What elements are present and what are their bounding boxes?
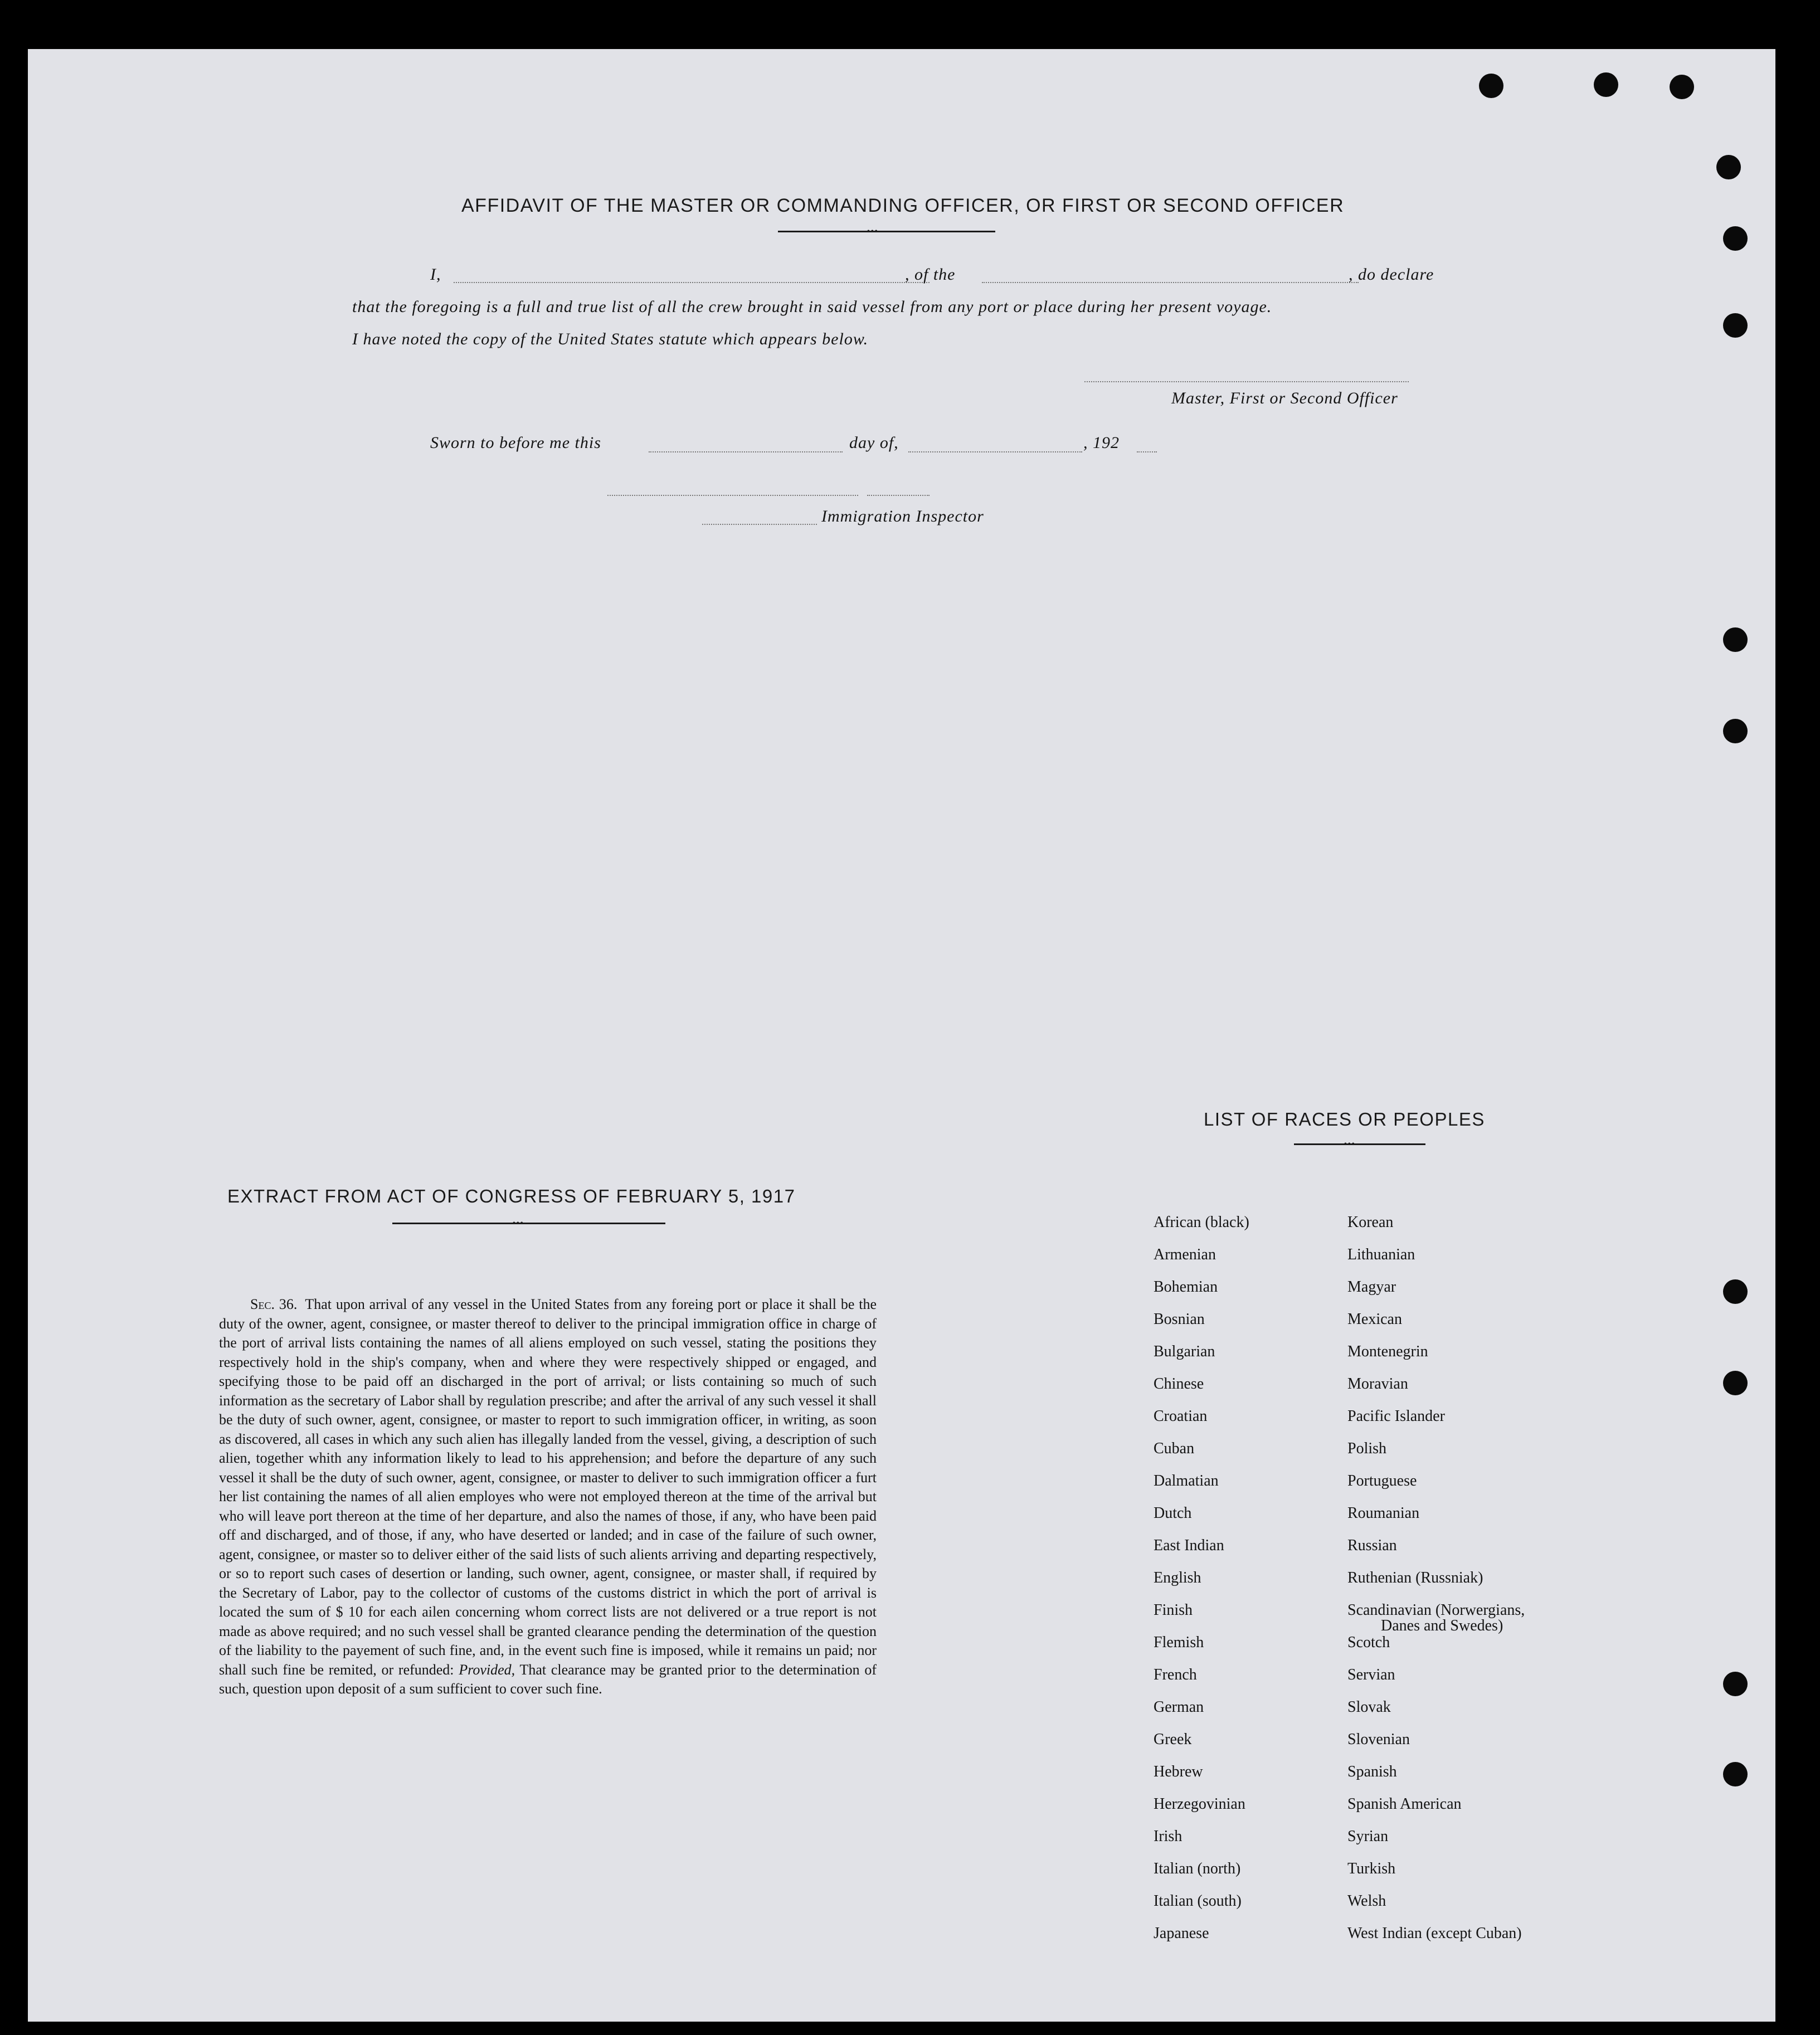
- race-name: Syrian: [1347, 1828, 1389, 1845]
- sworn-label: Sworn to before me this: [430, 434, 601, 452]
- binder-hole: [1479, 74, 1503, 98]
- race-item: [1347, 1246, 1525, 1278]
- race-item: [1347, 1278, 1525, 1311]
- race-item: [1154, 1569, 1249, 1601]
- race-item: [1154, 1537, 1249, 1569]
- races-column-1: [1154, 1214, 1249, 1957]
- race-name: Roumanian: [1347, 1505, 1420, 1522]
- race-name: Polish: [1347, 1440, 1387, 1457]
- race-name: Herzegovinian: [1154, 1795, 1245, 1813]
- race-item: [1347, 1860, 1525, 1892]
- race-name: Flemish: [1154, 1634, 1204, 1651]
- affidavit-statute-line: I have noted the copy of the United States statute which appears below.: [352, 330, 869, 348]
- race-name: Slovak: [1347, 1698, 1391, 1716]
- binder-hole: [1723, 719, 1748, 743]
- race-item: [1154, 1892, 1249, 1925]
- race-item: [1347, 1214, 1525, 1246]
- race-item: [1347, 1537, 1525, 1569]
- race-name: Mexican: [1347, 1311, 1402, 1328]
- race-item: [1154, 1408, 1249, 1440]
- race-item: [1154, 1311, 1249, 1343]
- binder-hole: [1670, 75, 1694, 99]
- race-item: [1154, 1246, 1249, 1278]
- race-item: [1154, 1795, 1249, 1828]
- race-item: [1347, 1569, 1525, 1601]
- race-name: Spanish: [1347, 1763, 1397, 1780]
- inspector-label: Immigration Inspector: [821, 507, 984, 525]
- race-item: [1347, 1472, 1525, 1505]
- affidavit-i-label: I,: [430, 265, 441, 284]
- race-name: African (black): [1154, 1214, 1249, 1231]
- race-item: [1154, 1860, 1249, 1892]
- race-name: German: [1154, 1698, 1204, 1716]
- statute-text: [219, 1295, 877, 1699]
- sworn-year-field[interactable]: [1137, 451, 1157, 452]
- race-name: Hebrew: [1154, 1763, 1203, 1780]
- race-item: [1154, 1601, 1249, 1634]
- race-name: Italian (north): [1154, 1860, 1241, 1877]
- day-of-label: day of,: [849, 434, 899, 452]
- race-name: Chinese: [1154, 1375, 1204, 1393]
- race-name: Russian: [1347, 1537, 1397, 1554]
- form-page: [28, 49, 1775, 2022]
- race-item: [1347, 1698, 1525, 1731]
- races-heading: LIST OF RACES OR PEOPLES: [1204, 1109, 1485, 1130]
- race-item: [1347, 1440, 1525, 1472]
- race-name: Portuguese: [1347, 1472, 1417, 1489]
- year-prefix-label: , 192: [1083, 434, 1120, 452]
- binder-hole: [1723, 1279, 1748, 1304]
- race-item: [1347, 1892, 1525, 1925]
- races-heading-ornament: •••: [1344, 1140, 1356, 1148]
- race-name: Turkish: [1347, 1860, 1396, 1877]
- race-item: [1347, 1828, 1525, 1860]
- race-item: [1347, 1375, 1525, 1408]
- race-name: Armenian: [1154, 1246, 1216, 1263]
- binder-hole: [1723, 1672, 1748, 1696]
- inspector-line-a[interactable]: [607, 495, 858, 496]
- binder-hole: [1594, 72, 1618, 97]
- binder-hole: [1723, 1762, 1748, 1786]
- master-signature-label: Master, First or Second Officer: [1171, 389, 1398, 407]
- race-item: [1347, 1408, 1525, 1440]
- race-name: Dutch: [1154, 1505, 1192, 1522]
- race-name: Italian (south): [1154, 1892, 1242, 1910]
- race-item: [1154, 1375, 1249, 1408]
- race-name: Korean: [1347, 1214, 1394, 1231]
- race-item: [1347, 1311, 1525, 1343]
- race-item: [1154, 1698, 1249, 1731]
- race-name: Spanish American: [1347, 1795, 1462, 1813]
- race-item: [1347, 1343, 1525, 1375]
- race-name: English: [1154, 1569, 1201, 1586]
- race-name: Ruthenian (Russniak): [1347, 1569, 1483, 1586]
- affidavit-statement-line: that the foregoing is a full and true list of all the crew brought in said vessel from any port or place during her present voyage.: [352, 298, 1272, 316]
- race-name: Croatian: [1154, 1408, 1208, 1425]
- race-item: [1154, 1666, 1249, 1698]
- master-signature-field[interactable]: [1084, 381, 1409, 382]
- race-item: [1347, 1795, 1525, 1828]
- race-item: [1347, 1601, 1525, 1634]
- heading-rule: [778, 231, 995, 232]
- race-name: Scandinavian (Norwergians,: [1347, 1601, 1525, 1619]
- race-name: Irish: [1154, 1828, 1182, 1845]
- binder-hole: [1723, 1371, 1748, 1395]
- race-name: Lithuanian: [1347, 1246, 1415, 1263]
- race-item: [1347, 1666, 1525, 1698]
- race-item: [1154, 1925, 1249, 1957]
- sworn-month-field[interactable]: [908, 451, 1082, 452]
- affidavit-of-the: , of the: [905, 265, 956, 284]
- section-body: That upon arrival of any vessel in the United States from any foreing port or place it shall be the duty of the owner, agent, consignee, or master thereof to deliver to the principal immigration office in charge of the port of arrival lists containing the names of all aliens employed on such vessel, stating the positions they respectively hold in the ship's company, when and where they were respectively shipped or engaged, and specifying those to be paid off an discharged in the port of arrival; or lists containing so much of such information as the secretary of Labor shall by regulation prescribe; and after the arrival of any such vessel it shall be the duty of such owner, agent, consignee, or master to report to such immigration officer, in writing, as soon as discovered, all cases in which any such alien has illegally landed from the vessel, giving, a description of such alien, together whith any information likely to lead to his apprehension; and before the departure of any such vessel it shall be the duty of such owner, agent, consignee, or master to deliver to such immigration officer a furt her list containing the names of all alien employes who were not employed thereon at the time of the arrival but who will leave port thereon at the time of her departure, and also the names of those, if any, who have been paid off and discharged, and of those, if any, who have deserted or landed; and in case of the failure of such owner, agent, consignee, or master so to deliver either of the said lists of such alients arriving and departing respectively, or so to report such cases of desertion or landing, such owner, agent, consignee, or master shall, if required by the Secretary of Labor, pay to the collector of customs of the customs district in which the port of arrival is located the sum of $ 10 for each ailen concerning whom correct lists are not delivered or a true report is not made as above required; and no such vessel shall be granted clearance pending the determination of the question of the liability to the payement of such fine, and, in the event such fine is imposed, while it remains un paid; nor shall such fine be remited, or refunded:: [219, 1296, 877, 1678]
- section-tail: That clearance may be granted prior to the determination of such, question upon deposit of a sum sufficient to cover such fine.: [219, 1661, 877, 1697]
- race-name: French: [1154, 1666, 1197, 1683]
- binder-hole: [1723, 226, 1748, 251]
- race-name: Finish: [1154, 1601, 1193, 1619]
- race-item: [1154, 1278, 1249, 1311]
- race-item: [1154, 1731, 1249, 1763]
- races-heading-rule: [1294, 1143, 1425, 1145]
- race-name: Scotch: [1347, 1634, 1390, 1651]
- binder-hole: [1723, 313, 1748, 338]
- race-item: [1154, 1440, 1249, 1472]
- inspector-line-b[interactable]: [867, 495, 930, 496]
- race-item: [1154, 1472, 1249, 1505]
- race-item: [1347, 1925, 1525, 1957]
- affidavit-heading: AFFIDAVIT OF THE MASTER OR COMMANDING OFFICER, OR FIRST OR SECOND OFFICER: [461, 195, 1345, 216]
- heading-ornament: •••: [867, 227, 879, 236]
- extract-heading-ornament: •••: [513, 1219, 524, 1228]
- race-item: [1154, 1828, 1249, 1860]
- binder-hole: [1723, 627, 1748, 652]
- race-name: Moravian: [1347, 1375, 1408, 1393]
- binder-hole: [1716, 155, 1741, 179]
- race-item: [1154, 1763, 1249, 1795]
- race-item: [1154, 1343, 1249, 1375]
- race-name: Magyar: [1347, 1278, 1396, 1296]
- race-name: Dalmatian: [1154, 1472, 1219, 1489]
- affidavit-do-declare: , do declare: [1349, 265, 1434, 284]
- race-name: Japanese: [1154, 1925, 1209, 1942]
- race-name: Cuban: [1154, 1440, 1195, 1457]
- race-item: [1347, 1731, 1525, 1763]
- race-name: Slovenian: [1347, 1731, 1410, 1748]
- section-label: Sec. 36.: [250, 1296, 298, 1312]
- race-name: Bosnian: [1154, 1311, 1205, 1328]
- sworn-day-field[interactable]: [649, 451, 843, 452]
- race-name: Bohemian: [1154, 1278, 1218, 1296]
- race-name: Welsh: [1347, 1892, 1386, 1910]
- extract-heading: EXTRACT FROM ACT OF CONGRESS OF FEBRUARY 5, 1917: [227, 1186, 796, 1206]
- race-name: West Indian (except Cuban): [1347, 1925, 1522, 1942]
- inspector-signature-field[interactable]: [702, 524, 817, 525]
- name-field[interactable]: [454, 282, 930, 283]
- provided-label: Provided,: [459, 1661, 515, 1678]
- extract-heading-rule: [392, 1223, 665, 1224]
- race-name: Greek: [1154, 1731, 1192, 1748]
- race-item: [1154, 1214, 1249, 1246]
- race-name: Montenegrin: [1347, 1343, 1428, 1360]
- vessel-field[interactable]: [982, 282, 1359, 283]
- race-name: East Indian: [1154, 1537, 1224, 1554]
- race-name: Pacific Islander: [1347, 1408, 1445, 1425]
- race-name: Bulgarian: [1154, 1343, 1215, 1360]
- race-item: [1347, 1634, 1525, 1666]
- race-name-continuation: Danes and Swedes): [1381, 1617, 1503, 1634]
- race-item: [1154, 1634, 1249, 1666]
- races-column-2: [1347, 1214, 1525, 1957]
- race-item: [1347, 1505, 1525, 1537]
- race-item: [1347, 1763, 1525, 1795]
- race-item: [1154, 1505, 1249, 1537]
- race-name: Servian: [1347, 1666, 1395, 1683]
